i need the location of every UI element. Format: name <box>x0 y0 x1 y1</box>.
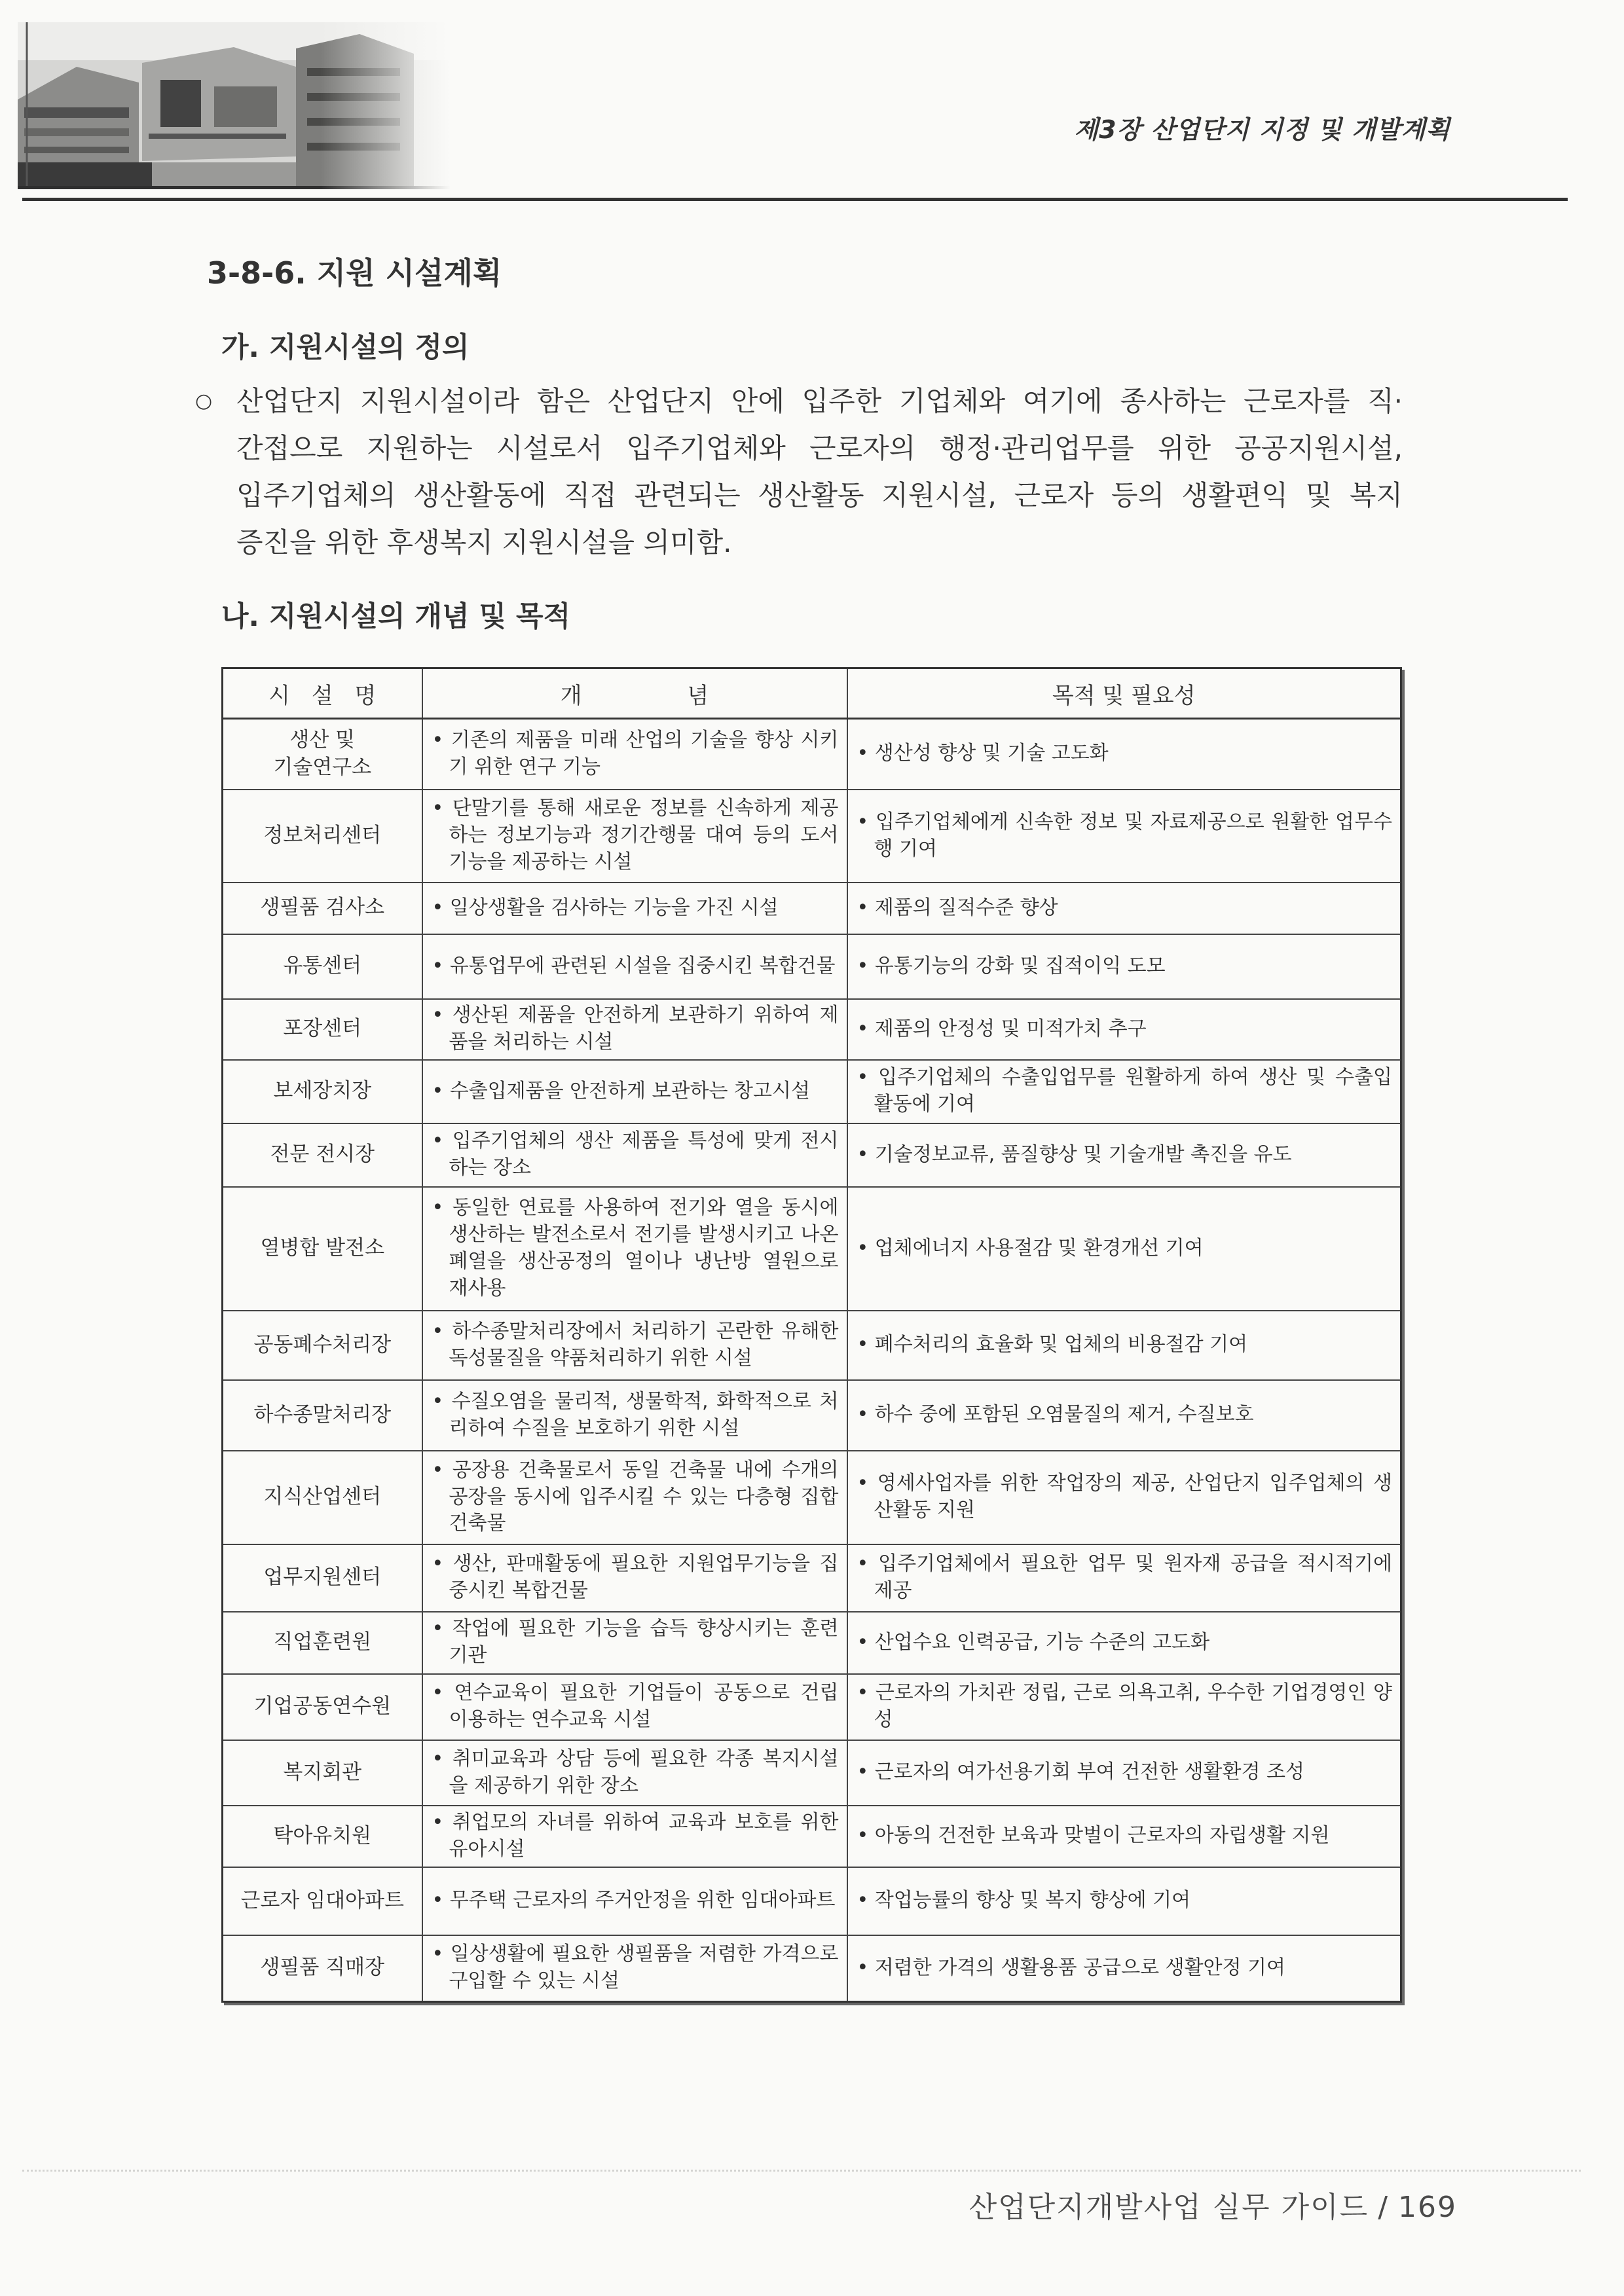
facility-name-cell: 유통센터 <box>223 934 422 999</box>
concept-cell: • 작업에 필요한 기능을 습득 향상시키는 훈련기관 <box>422 1612 847 1674</box>
concept-cell: • 동일한 연료를 사용하여 전기와 열을 동시에 생산하는 발전소로서 전기를 발생시키고 나온 폐열을 생산공정의 열이나 냉난방 열원으로 재사용 <box>422 1187 847 1311</box>
table-row <box>223 1740 1401 1806</box>
table-row <box>223 1451 1401 1544</box>
concept-cell: • 연수교육이 필요한 기업들이 공동으로 건립 이용하는 연수교육 시설 <box>422 1674 847 1740</box>
purpose-cell: • 입주기업체에서 필요한 업무 및 원자재 공급을 적시적기에 제공 <box>847 1544 1401 1612</box>
table-row <box>223 1806 1401 1867</box>
paragraph-line: 입주기업체의 생산활동에 직접 관련되는 생산활동 지원시설, 근로자 등의 생활편익 및 복지 <box>236 479 1403 511</box>
concept-cell: • 생산, 판매활동에 필요한 지원업무기능을 집중시킨 복합건물 <box>422 1544 847 1612</box>
table-row <box>223 999 1401 1060</box>
facility-table <box>221 667 1402 2003</box>
concept-cell: • 하수종말처리장에서 처리하기 곤란한 유해한 독성물질을 약품처리하기 위한 시설 <box>422 1311 847 1380</box>
purpose-cell: • 입주기업체의 수출입업무를 원활하게 하여 생산 및 수출입 활동에 기여 <box>847 1060 1401 1123</box>
facility-name-cell: 생필품 직매장 <box>223 1935 422 2002</box>
paragraph-line: 증진을 위한 후생복지 지원시설을 의미함. <box>236 526 732 558</box>
facility-name-cell: 정보처리센터 <box>223 790 422 883</box>
purpose-cell: • 제품의 질적수준 향상 <box>847 883 1401 934</box>
purpose-cell: • 기술정보교류, 품질향상 및 기술개발 촉진을 유도 <box>847 1123 1401 1187</box>
purpose-cell: • 입주기업체에게 신속한 정보 및 자료제공으로 원활한 업무수행 기여 <box>847 790 1401 883</box>
facility-name-cell: 공동폐수처리장 <box>223 1311 422 1380</box>
concept-cell: • 유통업무에 관련된 시설을 집중시킨 복합건물 <box>422 934 847 999</box>
section-heading: 3-8-6. 지원 시설계획 <box>207 255 502 291</box>
concept-cell: • 입주기업체의 생산 제품을 특성에 맞게 전시하는 장소 <box>422 1123 847 1187</box>
table-row <box>223 883 1401 934</box>
table-header-row <box>223 668 1401 719</box>
concept-cell: • 수질오염을 물리적, 생물학적, 화학적으로 처리하여 수질을 보호하기 위한 시설 <box>422 1380 847 1451</box>
facility-name-cell: 생필품 검사소 <box>223 883 422 934</box>
header-rule <box>22 198 1568 201</box>
table-row <box>223 1123 1401 1187</box>
concept-cell: • 단말기를 통해 새로운 정보를 신속하게 제공하는 정보기능과 정기간행물 대여 등의 도서기능을 제공하는 시설 <box>422 790 847 883</box>
table-row <box>223 1674 1401 1740</box>
table-row <box>223 934 1401 999</box>
footer-guide-title: 산업단지개발사업 실무 가이드 <box>969 2191 1369 2224</box>
concept-cell: • 기존의 제품을 미래 산업의 기술을 향상 시키기 위한 연구 기능 <box>422 719 847 790</box>
purpose-cell: • 하수 중에 포함된 오염물질의 제거, 수질보호 <box>847 1380 1401 1451</box>
footer-divider <box>22 2170 1581 2172</box>
definition-paragraph <box>236 378 1403 566</box>
header-cell-purpose: 목적 및 필요성 <box>847 668 1401 719</box>
facility-name-cell: 전문 전시장 <box>223 1123 422 1187</box>
concept-cell: • 취미교육과 상담 등에 필요한 각종 복지시설을 제공하기 위한 장소 <box>422 1740 847 1806</box>
table-row <box>223 790 1401 883</box>
header-photo <box>18 22 451 189</box>
purpose-cell: • 폐수처리의 효율화 및 업체의 비용절감 기여 <box>847 1311 1401 1380</box>
facility-name-cell: 보세장치장 <box>223 1060 422 1123</box>
concept-cell: • 일상생활을 검사하는 기능을 가진 시설 <box>422 883 847 934</box>
purpose-cell: • 산업수요 인력공급, 기능 수준의 고도화 <box>847 1612 1401 1674</box>
table-row <box>223 1311 1401 1380</box>
purpose-cell: • 저렴한 가격의 생활용품 공급으로 생활안정 기여 <box>847 1935 1401 2002</box>
table-row <box>223 1935 1401 2002</box>
table-row <box>223 1060 1401 1123</box>
paragraph-bullet: ○ <box>195 390 213 412</box>
facility-name-cell: 하수종말처리장 <box>223 1380 422 1451</box>
chapter-title: 제3장 산업단지 지정 및 개발계획 <box>1074 115 1450 144</box>
facility-name-cell: 포장센터 <box>223 999 422 1060</box>
concept-cell: • 생산된 제품을 안전하게 보관하기 위하여 제품을 처리하는 시설 <box>422 999 847 1060</box>
concept-cell: • 일상생활에 필요한 생필품을 저렴한 가격으로 구입할 수 있는 시설 <box>422 1935 847 2002</box>
facility-name-cell: 기업공동연수원 <box>223 1674 422 1740</box>
subheading-concept: 나. 지원시설의 개념 및 목적 <box>221 600 571 633</box>
paragraph-line: 산업단지 지원시설이라 함은 산업단지 안에 입주한 기업체와 여기에 종사하는 근로자를 직· <box>236 385 1403 417</box>
subheading-definition: 가. 지원시설의 정의 <box>221 331 470 364</box>
purpose-cell: • 영세사업자를 위한 작업장의 제공, 산업단지 입주업체의 생산활동 지원 <box>847 1451 1401 1544</box>
purpose-cell: • 생산성 향상 및 기술 고도화 <box>847 719 1401 790</box>
purpose-cell: • 근로자의 여가선용기회 부여 건전한 생활환경 조성 <box>847 1740 1401 1806</box>
table-row <box>223 719 1401 790</box>
facility-name-cell: 열병합 발전소 <box>223 1187 422 1311</box>
table-body <box>223 719 1401 2002</box>
concept-cell: • 공장용 건축물로서 동일 건축물 내에 수개의 공장을 동시에 입주시킬 수 있는 다층형 집합 건축물 <box>422 1451 847 1544</box>
facility-name-cell: 지식산업센터 <box>223 1451 422 1544</box>
table-row <box>223 1867 1401 1935</box>
concept-cell: • 취업모의 자녀를 위하여 교육과 보호를 위한 유아시설 <box>422 1806 847 1867</box>
facility-name-cell: 복지회관 <box>223 1740 422 1806</box>
concept-cell: • 무주택 근로자의 주거안정을 위한 임대아파트 <box>422 1867 847 1935</box>
table-row <box>223 1380 1401 1451</box>
purpose-cell: • 제품의 안정성 및 미적가치 추구 <box>847 999 1401 1060</box>
footer-separator: / <box>1378 2191 1390 2224</box>
table-row <box>223 1544 1401 1612</box>
purpose-cell: • 근로자의 가치관 정립, 근로 의욕고취, 우수한 기업경영인 양성 <box>847 1674 1401 1740</box>
purpose-cell: • 아동의 건전한 보육과 맞벌이 근로자의 자립생활 지원 <box>847 1806 1401 1867</box>
footer <box>969 2191 1457 2225</box>
purpose-cell: • 업체에너지 사용절감 및 환경개선 기여 <box>847 1187 1401 1311</box>
purpose-cell: • 작업능률의 향상 및 복지 향상에 기여 <box>847 1867 1401 1935</box>
table-row <box>223 1187 1401 1311</box>
table-row <box>223 1612 1401 1674</box>
facility-name-cell: 근로자 임대아파트 <box>223 1867 422 1935</box>
facility-name-cell: 업무지원센터 <box>223 1544 422 1612</box>
paragraph-line: 간접으로 지원하는 시설로서 입주기업체와 근로자의 행정·관리업무를 위한 공공지원시설, <box>236 432 1403 464</box>
header-cell-facility: 시 설 명 <box>223 668 422 719</box>
page-number: 169 <box>1398 2191 1457 2224</box>
facility-name-cell: 탁아유치원 <box>223 1806 422 1867</box>
facility-name-cell: 직업훈련원 <box>223 1612 422 1674</box>
concept-cell: • 수출입제품을 안전하게 보관하는 창고시설 <box>422 1060 847 1123</box>
facility-name-cell: 생산 및 기술연구소 <box>223 719 422 790</box>
header-cell-concept: 개 념 <box>422 668 847 719</box>
purpose-cell: • 유통기능의 강화 및 집적이익 도모 <box>847 934 1401 999</box>
